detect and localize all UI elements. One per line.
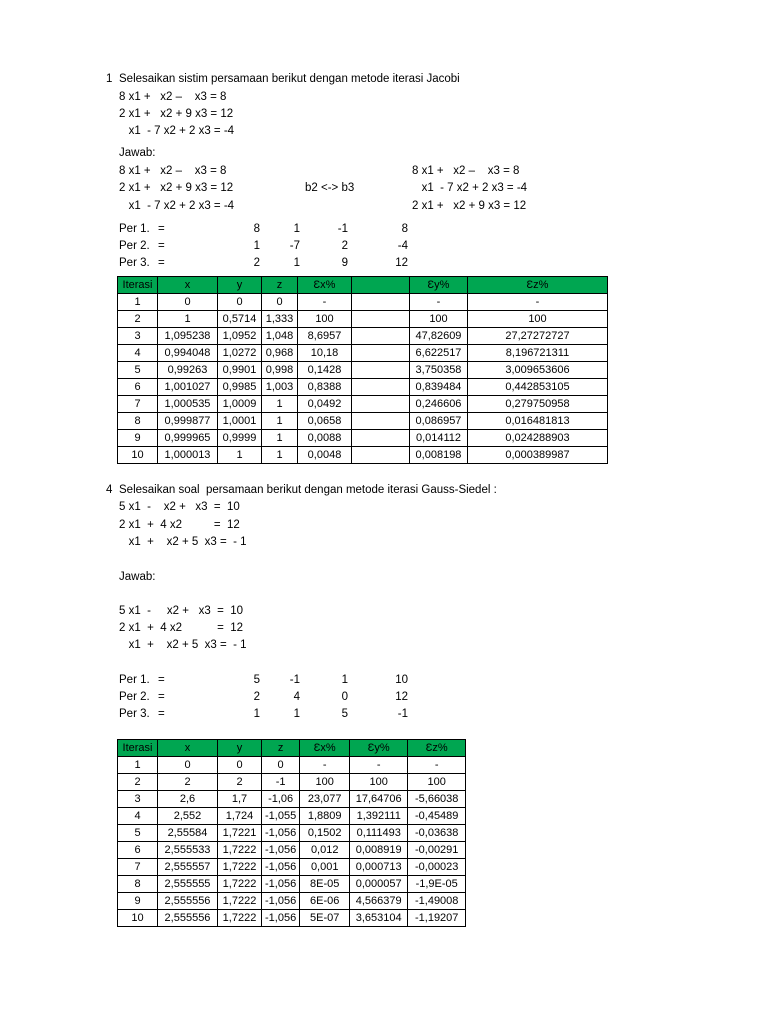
- header-iterasi: Iterasi: [118, 277, 158, 294]
- table-cell: 23,077: [300, 791, 350, 808]
- header-x: x: [158, 740, 218, 757]
- table-cell: 2,55584: [158, 825, 218, 842]
- per-coef-b: 1: [293, 257, 300, 269]
- header-empty: [352, 277, 410, 294]
- table-cell: 17,64706: [350, 791, 408, 808]
- gauss-body: [118, 757, 466, 927]
- table-cell: 9: [118, 893, 158, 910]
- table-row: [118, 447, 608, 464]
- table-row: [118, 328, 608, 345]
- section1-jawab: Jawab:: [119, 147, 156, 159]
- section1-eq-2: 2 x1 + x2 + 9 x3 = 12: [119, 108, 234, 120]
- table-cell: -: [300, 757, 350, 774]
- per-equals: =: [158, 674, 165, 686]
- table-cell: 5: [118, 362, 158, 379]
- table-cell: 0,99263: [158, 362, 218, 379]
- table-cell: 7: [118, 859, 158, 876]
- table-cell: 2,555533: [158, 842, 218, 859]
- table-cell: 3: [118, 791, 158, 808]
- table-cell: 6: [118, 379, 158, 396]
- per-const: 12: [395, 257, 408, 269]
- section4-eq2-1: 5 x1 - x2 + x3 = 10: [119, 605, 244, 617]
- table-cell: -0,00023: [408, 859, 466, 876]
- table-cell: 0,442853105: [468, 379, 608, 396]
- table-cell: 1,724: [218, 808, 262, 825]
- table-cell: 1,392111: [350, 808, 408, 825]
- table-cell: 0: [262, 757, 300, 774]
- table-cell: 100: [468, 311, 608, 328]
- table-cell: 1,333: [262, 311, 298, 328]
- table-cell: 10: [118, 447, 158, 464]
- table-cell: 1,048: [262, 328, 298, 345]
- per-const: -4: [397, 240, 408, 252]
- table-cell: -1,055: [262, 808, 300, 825]
- per-label: Per 1.: [119, 674, 150, 686]
- table-cell: 0,0048: [298, 447, 352, 464]
- table-cell: 0,5714: [218, 311, 262, 328]
- table-cell: 1,001027: [158, 379, 218, 396]
- table-cell: 1: [262, 430, 298, 447]
- table-cell: 0,968: [262, 345, 298, 362]
- table-cell: 0,994048: [158, 345, 218, 362]
- table-cell: 0,279750958: [468, 396, 608, 413]
- header-ez: Ɛz%: [408, 740, 466, 757]
- table-cell: 0,000389987: [468, 447, 608, 464]
- table-cell: -1,19207: [408, 910, 466, 927]
- table-cell: 1,0009: [218, 396, 262, 413]
- table-cell: 0,014112: [410, 430, 468, 447]
- table-cell: 0,839484: [410, 379, 468, 396]
- section4-eq-2: 2 x1 + 4 x2 = 12: [119, 519, 240, 531]
- table-cell: 5: [118, 825, 158, 842]
- table-cell: -1,056: [262, 910, 300, 927]
- per-coef-b: 1: [293, 708, 300, 720]
- table-cell: 0: [158, 294, 218, 311]
- table-row: [118, 396, 608, 413]
- per-label: Per 3.: [119, 708, 150, 720]
- header-ex: Ɛx%: [300, 740, 350, 757]
- table-cell: 1: [262, 413, 298, 430]
- per-coef-c: 0: [341, 691, 348, 703]
- table-cell: -: [298, 294, 352, 311]
- table-cell: 100: [350, 774, 408, 791]
- table-row: [118, 362, 608, 379]
- header-ex: Ɛx%: [298, 277, 352, 294]
- table-cell: [352, 328, 410, 345]
- table-cell: 3,653104: [350, 910, 408, 927]
- table-cell: -1,06: [262, 791, 300, 808]
- section4-jawab: Jawab:: [119, 571, 156, 583]
- per-coef-c: 1: [341, 674, 348, 686]
- table-cell: -: [408, 757, 466, 774]
- jacobi-body: [118, 294, 608, 464]
- table-cell: 10: [118, 910, 158, 927]
- per-const: 12: [395, 691, 408, 703]
- per-const: 10: [395, 674, 408, 686]
- per-coef-b: 4: [293, 691, 300, 703]
- section1-right-eq-2: x1 - 7 x2 + 2 x3 = -4: [412, 182, 528, 194]
- table-cell: 0: [158, 757, 218, 774]
- section1-right-eq-3: 2 x1 + x2 + 9 x3 = 12: [412, 200, 527, 212]
- table-cell: 2,6: [158, 791, 218, 808]
- table-cell: -1,056: [262, 893, 300, 910]
- table-cell: 1,7222: [218, 910, 262, 927]
- table-cell: 6E-06: [300, 893, 350, 910]
- section4-eq2-2: 2 x1 + 4 x2 = 12: [119, 622, 244, 634]
- per-const: 8: [401, 223, 408, 235]
- table-cell: 8E-05: [300, 876, 350, 893]
- table-cell: 4,566379: [350, 893, 408, 910]
- section1-left-eq-2: 2 x1 + x2 + 9 x3 = 12: [119, 182, 234, 194]
- table-cell: -: [350, 757, 408, 774]
- section1-right-eq-1: 8 x1 + x2 – x3 = 8: [412, 165, 520, 177]
- table-cell: 0,008198: [410, 447, 468, 464]
- table-cell: 0,999965: [158, 430, 218, 447]
- table-cell: 1: [218, 447, 262, 464]
- table-cell: [352, 362, 410, 379]
- table-cell: -1,9E-05: [408, 876, 466, 893]
- table-cell: 0,246606: [410, 396, 468, 413]
- table-cell: 0,086957: [410, 413, 468, 430]
- header-z: z: [262, 277, 298, 294]
- table-cell: 2: [118, 774, 158, 791]
- table-cell: 10,18: [298, 345, 352, 362]
- table-cell: 0,111493: [350, 825, 408, 842]
- table-cell: 27,27272727: [468, 328, 608, 345]
- table-cell: [352, 396, 410, 413]
- table-row: [118, 757, 466, 774]
- table-row: [118, 774, 466, 791]
- table-cell: 1: [158, 311, 218, 328]
- table-cell: 1,7222: [218, 876, 262, 893]
- table-cell: 0,1428: [298, 362, 352, 379]
- table-cell: 0,1502: [300, 825, 350, 842]
- section4-title: Selesaikan soal persamaan berikut dengan metode iterasi Gauss-Siedel :: [119, 484, 497, 496]
- table-cell: 7: [118, 396, 158, 413]
- table-cell: 0,8388: [298, 379, 352, 396]
- table-cell: -0,03638: [408, 825, 466, 842]
- table-row: [118, 808, 466, 825]
- table-cell: 1,7222: [218, 842, 262, 859]
- per-label: Per 2.: [119, 240, 150, 252]
- table-cell: 1,0952: [218, 328, 262, 345]
- table-row: [118, 430, 608, 447]
- table-cell: 2: [218, 774, 262, 791]
- table-cell: 1,0272: [218, 345, 262, 362]
- per-equals: =: [158, 223, 165, 235]
- per-equals: =: [158, 257, 165, 269]
- table-cell: 2: [158, 774, 218, 791]
- table-row: [118, 876, 466, 893]
- table-cell: 9: [118, 430, 158, 447]
- per-coef-a: 8: [253, 223, 260, 235]
- section4-number: 4: [106, 484, 113, 496]
- per-equals: =: [158, 691, 165, 703]
- table-cell: 4: [118, 345, 158, 362]
- table-row: [118, 859, 466, 876]
- table-cell: [352, 447, 410, 464]
- table-cell: 0: [262, 294, 298, 311]
- table-cell: 0,998: [262, 362, 298, 379]
- table-cell: -1,056: [262, 842, 300, 859]
- table-cell: 6,622517: [410, 345, 468, 362]
- table-cell: 100: [298, 311, 352, 328]
- table-row: [118, 413, 608, 430]
- per-coef-a: 2: [253, 691, 260, 703]
- table-cell: 0,000057: [350, 876, 408, 893]
- table-cell: 1,8809: [300, 808, 350, 825]
- per-coef-a: 2: [253, 257, 260, 269]
- table-cell: -: [410, 294, 468, 311]
- header-ey: Ɛy%: [350, 740, 408, 757]
- table-cell: 1,0001: [218, 413, 262, 430]
- table-cell: 1,000535: [158, 396, 218, 413]
- table-cell: 0,999877: [158, 413, 218, 430]
- per-label: Per 1.: [119, 223, 150, 235]
- table-cell: 0,000713: [350, 859, 408, 876]
- table-cell: 2: [118, 311, 158, 328]
- table-row: [118, 791, 466, 808]
- gauss-seidel-table: [117, 739, 466, 927]
- table-cell: [352, 311, 410, 328]
- header-ey: Ɛy%: [410, 277, 468, 294]
- table-cell: 0,008919: [350, 842, 408, 859]
- table-cell: 0,001: [300, 859, 350, 876]
- section1-title: Selesaikan sistim persamaan berikut dengan metode iterasi Jacobi: [119, 73, 460, 85]
- table-cell: -1,056: [262, 876, 300, 893]
- table-cell: 1: [262, 447, 298, 464]
- per-coef-c: -1: [337, 223, 348, 235]
- section4-eq-3: x1 + x2 + 5 x3 = - 1: [119, 536, 247, 548]
- per-equals: =: [158, 240, 165, 252]
- section1-eq-3: x1 - 7 x2 + 2 x3 = -4: [119, 125, 235, 137]
- table-cell: [352, 413, 410, 430]
- table-row: [118, 825, 466, 842]
- per-coef-c: 2: [341, 240, 348, 252]
- table-cell: 0,9901: [218, 362, 262, 379]
- table-cell: 47,82609: [410, 328, 468, 345]
- table-row: [118, 345, 608, 362]
- section1-number: 1: [106, 73, 113, 85]
- per-label: Per 2.: [119, 691, 150, 703]
- table-cell: 3,009653606: [468, 362, 608, 379]
- table-cell: 6: [118, 842, 158, 859]
- header-y: y: [218, 277, 262, 294]
- per-coef-b: -7: [289, 240, 300, 252]
- per-coef-a: 1: [253, 240, 260, 252]
- per-label: Per 3.: [119, 257, 150, 269]
- table-cell: [352, 294, 410, 311]
- per-coef-a: 1: [253, 708, 260, 720]
- per-coef-a: 5: [253, 674, 260, 686]
- table-cell: -1,49008: [408, 893, 466, 910]
- table-row: [118, 294, 608, 311]
- table-cell: -1,056: [262, 825, 300, 842]
- table-cell: 8,196721311: [468, 345, 608, 362]
- table-cell: 1: [262, 396, 298, 413]
- per-coef-c: 9: [341, 257, 348, 269]
- table-cell: 2,555555: [158, 876, 218, 893]
- table-cell: -0,45489: [408, 808, 466, 825]
- table-row: [118, 910, 466, 927]
- table-cell: 8: [118, 413, 158, 430]
- table-cell: [352, 379, 410, 396]
- table-cell: [352, 345, 410, 362]
- jacobi-table: [117, 276, 608, 464]
- table-cell: 1,095238: [158, 328, 218, 345]
- section1-left-eq-3: x1 - 7 x2 + 2 x3 = -4: [119, 200, 235, 212]
- table-row: [118, 379, 608, 396]
- table-cell: 1: [118, 294, 158, 311]
- table-cell: 0,0658: [298, 413, 352, 430]
- section4-eq2-3: x1 + x2 + 5 x3 = - 1: [119, 639, 247, 651]
- section1-swap-note: b2 <-> b3: [305, 182, 355, 194]
- table-cell: 0,0088: [298, 430, 352, 447]
- table-cell: 4: [118, 808, 158, 825]
- section1-left-eq-1: 8 x1 + x2 – x3 = 8: [119, 165, 227, 177]
- table-cell: 1,7222: [218, 859, 262, 876]
- header-iterasi: Iterasi: [118, 740, 158, 757]
- table-cell: 0,024288903: [468, 430, 608, 447]
- header-z: z: [262, 740, 300, 757]
- header-y: y: [218, 740, 262, 757]
- table-cell: 1,7: [218, 791, 262, 808]
- section1-eq-1: 8 x1 + x2 – x3 = 8: [119, 91, 227, 103]
- table-cell: 3,750358: [410, 362, 468, 379]
- table-cell: -1: [262, 774, 300, 791]
- gauss-header-row: [118, 740, 466, 757]
- table-cell: [352, 430, 410, 447]
- table-cell: 0: [218, 757, 262, 774]
- table-cell: 8,6957: [298, 328, 352, 345]
- per-coef-b: 1: [293, 223, 300, 235]
- per-const: -1: [397, 708, 408, 720]
- table-cell: 1,000013: [158, 447, 218, 464]
- per-coef-c: 5: [341, 708, 348, 720]
- table-cell: 1,7221: [218, 825, 262, 842]
- per-coef-b: -1: [289, 674, 300, 686]
- table-cell: 2,555556: [158, 893, 218, 910]
- table-cell: 1,7222: [218, 893, 262, 910]
- table-cell: -5,66038: [408, 791, 466, 808]
- table-row: [118, 842, 466, 859]
- table-cell: 100: [408, 774, 466, 791]
- table-cell: 0,016481813: [468, 413, 608, 430]
- jacobi-header-row: [118, 277, 608, 294]
- table-cell: 0: [218, 294, 262, 311]
- table-cell: -0,00291: [408, 842, 466, 859]
- table-cell: -1,056: [262, 859, 300, 876]
- table-cell: 2,555557: [158, 859, 218, 876]
- header-ez: Ɛz%: [468, 277, 608, 294]
- table-cell: 2,552: [158, 808, 218, 825]
- table-cell: 2,555556: [158, 910, 218, 927]
- table-cell: 8: [118, 876, 158, 893]
- section4-eq-1: 5 x1 - x2 + x3 = 10: [119, 501, 240, 513]
- table-cell: 0,9999: [218, 430, 262, 447]
- table-cell: -: [468, 294, 608, 311]
- table-cell: 100: [410, 311, 468, 328]
- table-cell: 5E-07: [300, 910, 350, 927]
- table-cell: 0,9985: [218, 379, 262, 396]
- table-cell: 1,003: [262, 379, 298, 396]
- table-cell: 3: [118, 328, 158, 345]
- table-cell: 100: [300, 774, 350, 791]
- table-row: [118, 893, 466, 910]
- per-equals: =: [158, 708, 165, 720]
- table-cell: 1: [118, 757, 158, 774]
- table-row: [118, 311, 608, 328]
- table-cell: 0,0492: [298, 396, 352, 413]
- table-cell: 0,012: [300, 842, 350, 859]
- header-x: x: [158, 277, 218, 294]
